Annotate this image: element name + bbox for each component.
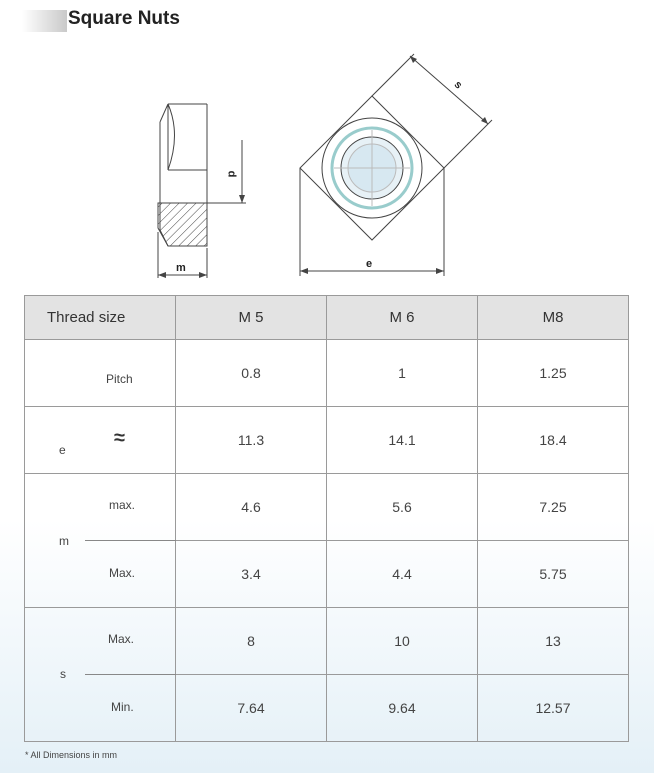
table-cell: 4.6 [176,474,327,541]
row-label-cell [25,474,176,608]
table-cell: 12.57 [478,675,629,742]
s-min-label: Min. [111,700,134,714]
label-e: e [366,258,373,270]
m-min-label: Max. [109,566,136,580]
table-row [25,407,629,474]
header-thread-size: Thread size [25,296,176,340]
nut-drawing [0,0,654,290]
label-s: s [451,78,465,92]
param-s: s [60,667,66,681]
m-max-label: max. [109,498,136,512]
table-cell: 13 [478,608,629,675]
table-cell: 4.4 [327,541,478,608]
top-view [300,54,492,276]
table-cell: 7.64 [176,675,327,742]
s-max-label: Max. [108,632,135,646]
table-cell: 5.75 [478,541,629,608]
table-cell: 3.4 [176,541,327,608]
table-cell: 0.8 [176,340,327,407]
table-cell: 9.64 [327,675,478,742]
header-size: M8 [478,296,629,340]
table-row [25,474,629,541]
label-d: d [225,170,238,178]
row-divider [85,674,176,675]
footnote: * All Dimensions in mm [25,750,118,760]
table-cell: 5.6 [327,474,478,541]
approx-symbol: ≈ [114,427,125,449]
table-row [25,340,629,407]
header-size: M 6 [327,296,478,340]
table-header-row [25,296,629,340]
row-label-cell [25,340,176,407]
table-cell: 7.25 [478,474,629,541]
label-m: m [176,262,186,274]
row-divider [85,540,176,541]
table-cell: 1 [327,340,478,407]
table-cell: 10 [327,608,478,675]
table-cell: 1.25 [478,340,629,407]
table-cell: 11.3 [176,407,327,474]
table-cell: 14.1 [327,407,478,474]
param-e: e [59,443,66,457]
page-title: Square Nuts [68,8,180,29]
pitch-label: Pitch [106,372,133,386]
table-cell: 8 [176,608,327,675]
header-size: M 5 [176,296,327,340]
row-label-cell [25,608,176,742]
spec-table [24,295,629,742]
param-m: m [59,534,69,548]
side-view [158,104,246,278]
table-row [25,608,629,675]
row-label-cell [25,407,176,474]
table-cell: 18.4 [478,407,629,474]
